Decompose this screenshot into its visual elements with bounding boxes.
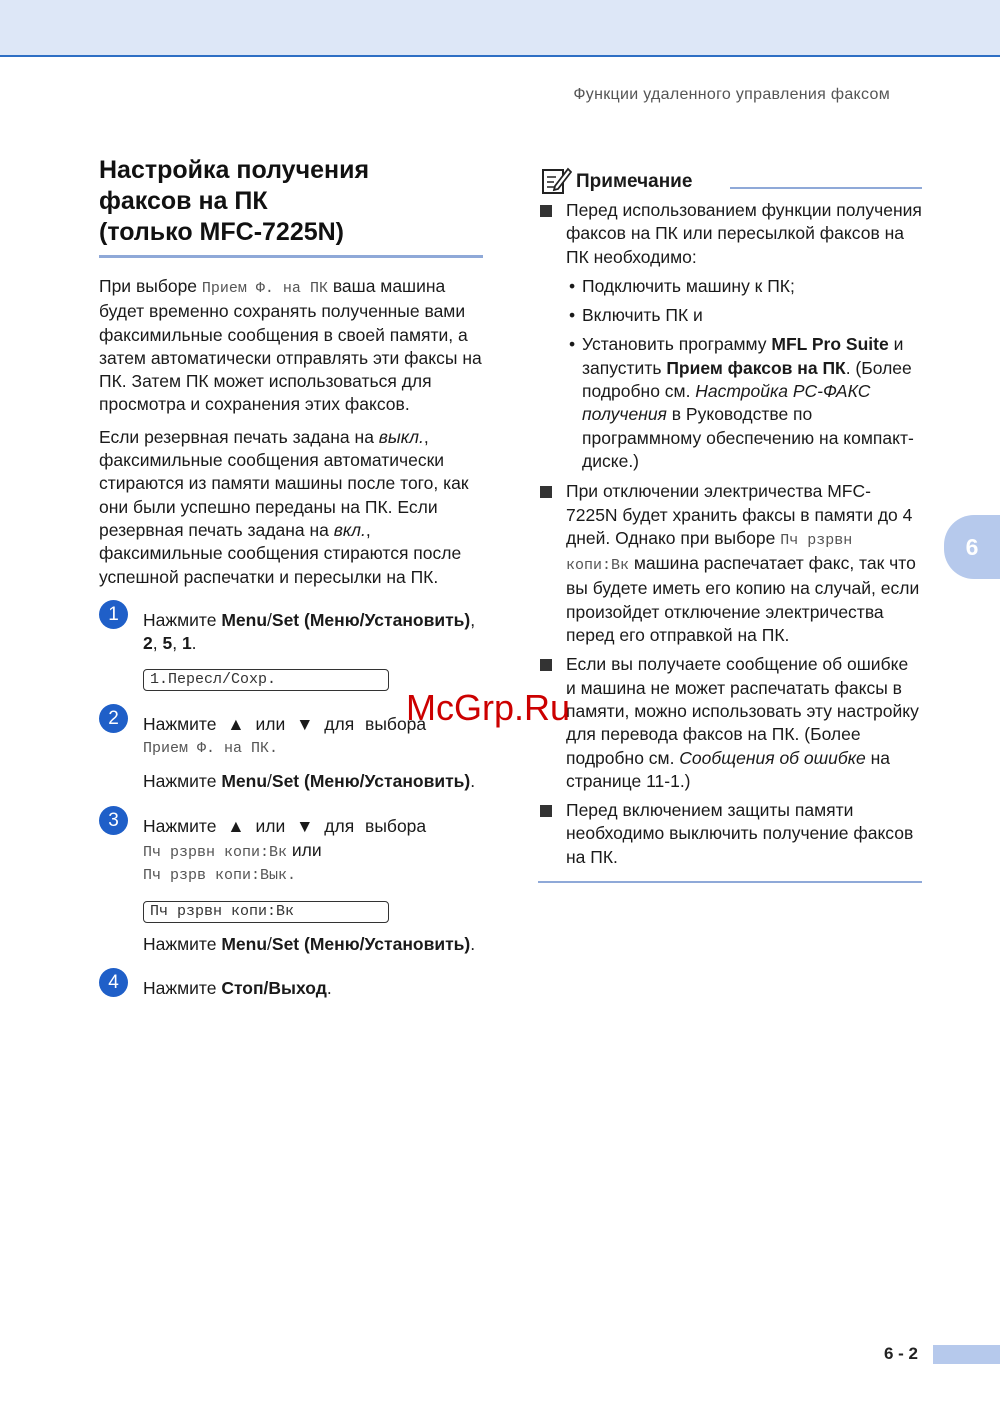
text: Перед включением защиты памяти необходимо выключить получение факсов на ПК. bbox=[566, 800, 914, 867]
note-title: Примечание bbox=[576, 171, 693, 192]
text: / bbox=[267, 934, 272, 955]
square-bullet-icon bbox=[540, 659, 552, 671]
text: / bbox=[267, 609, 272, 630]
step-number-badge: 3 bbox=[99, 806, 128, 835]
square-bullet-icon bbox=[540, 805, 552, 817]
lcd-option-text: Пч рзрв копи:Вык. bbox=[143, 866, 297, 884]
step-number-badge: 4 bbox=[99, 968, 128, 997]
text: и запустить bbox=[582, 334, 904, 378]
dot-bullet-icon: • bbox=[569, 305, 576, 326]
text: При выборе bbox=[99, 276, 202, 296]
top-band bbox=[0, 0, 1000, 57]
text: Включить ПК и bbox=[582, 305, 703, 326]
key-name: Set (Меню/Установить) bbox=[271, 771, 471, 792]
text: ваша машина будет временно сохранять полученные вами факсимильные сообщения в своей памяти, а затем автоматически отправлять эти факсы на ПК. Затем ПК может использоваться для просмотра и сохранения этих факсов. bbox=[99, 276, 482, 415]
step-number-badge: 1 bbox=[99, 600, 128, 629]
running-header: Функции удаленного управления факсом bbox=[573, 86, 890, 103]
step-text: Нажмите ▲ или ▼ для выбора bbox=[143, 816, 427, 837]
note-bullet-1 bbox=[538, 199, 922, 473]
square-bullet-icon bbox=[540, 486, 552, 498]
text: Нажмите bbox=[143, 977, 222, 998]
text: на странице 11-1.) bbox=[566, 747, 890, 791]
intro-paragraph-2 bbox=[99, 426, 483, 589]
software-name: Прием факсов на ПК bbox=[666, 357, 846, 378]
intro-paragraph-1 bbox=[99, 275, 483, 417]
text: Нажмите bbox=[143, 771, 222, 792]
watermark: McGrp.Ru bbox=[406, 687, 571, 728]
title-line: (только MFC-7225N) bbox=[99, 218, 345, 246]
text: . bbox=[470, 934, 476, 955]
key-name: Set (Меню/Установить) bbox=[271, 609, 471, 630]
square-bullet-icon bbox=[540, 205, 552, 217]
italic-term: вкл. bbox=[333, 519, 366, 540]
text: Нажмите bbox=[143, 609, 222, 630]
step-text bbox=[143, 977, 483, 1000]
text: , bbox=[470, 609, 476, 630]
lcd-option-text: Пч рзрвн копи:Вк bbox=[566, 531, 853, 575]
text: в Руководстве по программному обеспечению на компакт-диске.) bbox=[582, 404, 914, 471]
lcd-option-text: Пч рзрвн копи:Вк bbox=[143, 843, 288, 861]
text: Подключить машину к ПК; bbox=[582, 275, 795, 296]
note-header bbox=[538, 165, 922, 195]
key-name: Menu bbox=[221, 609, 268, 630]
step-text: Нажмите Menu/Set (Меню/Установить), 2, 5, 1. bbox=[143, 609, 476, 654]
page-number-bar bbox=[933, 1345, 1000, 1364]
text: , факсимильные сообщения стираются после успешной распечатки и пересылки на ПК. bbox=[99, 519, 462, 587]
step-3 bbox=[99, 810, 483, 956]
key-name: Стоп/Выход bbox=[221, 977, 327, 998]
text: машина распечатает факс, так что вы будете иметь его копию на случай, если произойдет отключение электричества перед его отправкой на ПК. bbox=[566, 553, 920, 646]
step-4 bbox=[99, 971, 483, 1000]
text: / bbox=[267, 771, 272, 792]
note-subitem bbox=[566, 304, 922, 327]
left-column bbox=[99, 155, 483, 1000]
text: Нажмите bbox=[143, 934, 222, 955]
text: или bbox=[287, 839, 322, 860]
lcd-option-text: Прием Ф. на ПК. bbox=[143, 739, 279, 757]
note-bullet-2 bbox=[538, 480, 922, 647]
step-options bbox=[143, 839, 483, 864]
note-pencil-icon bbox=[540, 165, 572, 195]
note-bullet-3 bbox=[538, 653, 922, 793]
italic-term: Сообщения об ошибке bbox=[679, 747, 866, 768]
section-title bbox=[99, 155, 483, 248]
note-rule bbox=[730, 187, 922, 189]
step-number-badge: 2 bbox=[99, 704, 128, 733]
step-substep bbox=[143, 933, 483, 956]
text: Если резервная печать задана на bbox=[99, 426, 379, 447]
title-line: факсов на ПК bbox=[99, 187, 268, 215]
key-digit: 1 bbox=[181, 633, 192, 654]
bullet-text: Перед использованием функции получения факсов на ПК или пересылкой факсов на ПК необходимо: bbox=[566, 200, 922, 267]
page-number: 6 - 2 bbox=[884, 1344, 919, 1363]
dot-bullet-icon: • bbox=[569, 334, 576, 355]
title-underline bbox=[99, 255, 483, 258]
text: . bbox=[470, 771, 476, 792]
step-text: Нажмите ▲ или ▼ для выбора bbox=[143, 714, 427, 735]
step-substep bbox=[143, 770, 483, 793]
note-subitem bbox=[566, 333, 922, 473]
italic-term: выкл. bbox=[378, 426, 424, 447]
key-digit: 2 bbox=[143, 633, 153, 654]
right-column bbox=[538, 165, 922, 883]
chapter-tab bbox=[944, 515, 1000, 579]
key-name: Menu bbox=[221, 934, 268, 955]
note-end-rule bbox=[538, 881, 922, 883]
key-name: Menu bbox=[221, 771, 268, 792]
title-line: Настройка получения bbox=[99, 156, 370, 184]
text: , факсимильные сообщения автоматически стираются из памяти машины после того, как они были успешно переданы на ПК. Если резервная печать задана на bbox=[99, 426, 469, 540]
key-name: Set (Меню/Установить) bbox=[271, 934, 471, 955]
lcd-option-text: Прием Ф. на ПК bbox=[201, 280, 328, 297]
text: Установить программу bbox=[582, 334, 772, 355]
text: . (Более подробно см. bbox=[582, 357, 912, 402]
text: . bbox=[326, 977, 332, 998]
note-bullet-4 bbox=[538, 799, 922, 869]
chapter-number: 6 bbox=[965, 534, 979, 560]
dot-bullet-icon: • bbox=[569, 275, 576, 296]
software-name: MFL Pro Suite bbox=[771, 334, 889, 355]
step-1 bbox=[99, 603, 483, 692]
text: При отключении электричества MFC-7225N будет хранить факсы в памяти до 4 дней. Однако при выборе bbox=[566, 481, 913, 548]
note-subitem bbox=[566, 275, 922, 298]
lcd-display: Пч рзрвн копи:Вк bbox=[143, 901, 389, 923]
lcd-display: 1.Пересл/Сохр. bbox=[143, 669, 389, 691]
italic-term: Настройка PC-ФАКС получения bbox=[582, 381, 871, 425]
text: Если вы получаете сообщение об ошибке и машина не может распечатать факсы в памяти, можно использовать эту настройку для перевода факсов на ПК. (Более подробно см. bbox=[566, 654, 919, 768]
key-digit: 5 bbox=[162, 633, 173, 654]
